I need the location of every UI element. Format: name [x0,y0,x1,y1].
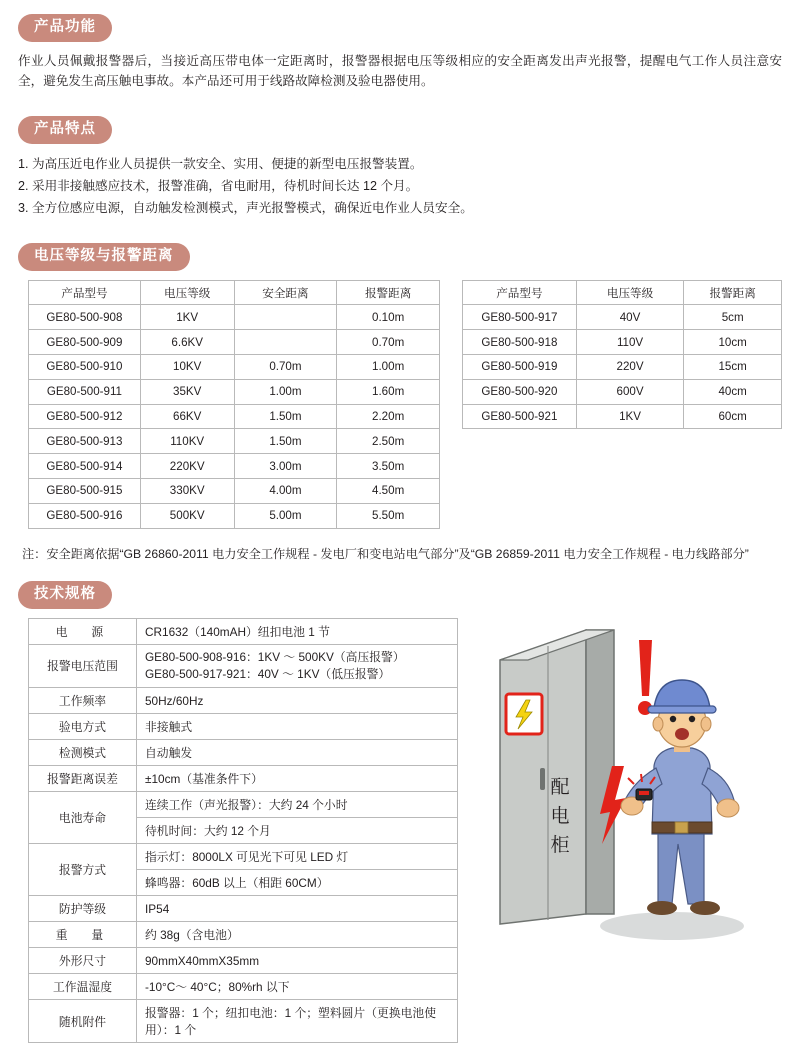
cell-safe-distance: 5.00m [234,503,337,528]
cell-safe-distance: 1.50m [234,429,337,454]
cell-voltage: 220V [576,355,684,380]
spec-key-frequency: 工作频率 [29,688,137,714]
cell-model: GE80-500-917 [463,305,577,330]
electrical-cabinet [500,630,614,924]
col-header-voltage: 电压等级 [576,280,684,305]
table-row [29,454,440,479]
point-item-1: 1. 为高压近电作业人员提供一款安全、实用、便捷的新型电压报警装置。 [18,156,423,171]
spec-key-detect-mode: 检测模式 [29,740,137,766]
cell-model: GE80-500-909 [29,330,141,355]
cell-voltage: 6.6KV [140,330,234,355]
spec-value-frequency: 50Hz/60Hz [137,688,458,714]
cell-alarm-distance: 0.70m [337,330,440,355]
table-row [463,330,782,355]
cell-model: GE80-500-920 [463,379,577,404]
cell-model: GE80-500-908 [29,305,141,330]
cell-alarm-distance: 60cm [684,404,782,429]
cell-safe-distance [234,330,337,355]
spec-key-temp-humidity: 工作温湿度 [29,974,137,1000]
cell-alarm-distance: 2.50m [337,429,440,454]
spec-key-voltage-range: 报警电压范围 [29,644,137,687]
cell-alarm-distance: 5.50m [337,503,440,528]
spec-table [28,618,458,1043]
cabinet-label-char-1: 配 [550,776,570,798]
safety-helmet [654,680,710,708]
cell-alarm-distance: 40cm [684,379,782,404]
table-row [29,503,440,528]
spec-area [28,618,784,1043]
spec-value-line-low: GE80-500-917-921：40V ～ 1KV（低压报警） [145,666,391,681]
table-row [29,404,440,429]
cell-alarm-distance: 2.20m [337,404,440,429]
section-title-features: 产品功能 [18,14,112,42]
cell-alarm-distance: 15cm [684,355,782,380]
cell-voltage: 600V [576,379,684,404]
spec-value-alarm-led: 指示灯：8000LX 可见光下可见 LED 灯 [137,844,458,870]
table-row [463,404,782,429]
spec-value-voltage-range [137,644,458,687]
spec-row [29,618,458,644]
table-row [463,305,782,330]
cell-safe-distance: 0.70m [234,355,337,380]
cabinet-label-char-3: 柜 [550,834,570,856]
spec-row [29,688,458,714]
alert-exclamation-icon [638,640,652,715]
table-row [29,429,440,454]
cell-alarm-distance: 5cm [684,305,782,330]
cell-alarm-distance: 0.10m [337,305,440,330]
spec-value-line-high: GE80-500-908-916：1KV ～ 500KV（高压报警） [145,649,405,664]
high-voltage-table [28,280,440,529]
spec-row [29,766,458,792]
spec-row [29,974,458,1000]
spec-key-alarm-method: 报警方式 [29,844,137,896]
cell-voltage: 220KV [140,454,234,479]
cell-safe-distance: 4.00m [234,479,337,504]
ground-shadow [600,912,744,940]
spec-key-protection: 防护等级 [29,896,137,922]
features-paragraph: 作业人员佩戴报警器后，当接近高压带电体一定距离时，报警器根据电压等级相应的安全距离发出声光报警，提醒电气工作人员注意安全，避免发生高压触电事故。本产品还可用于线路故障检测及验电器使用。 [18,53,782,89]
point-item-3: 3. 全方位感应电源，自动触发检测模式，声光报警模式，确保近电作业人员安全。 [18,200,473,215]
illustration-svg [476,618,776,948]
cell-voltage: 66KV [140,404,234,429]
col-header-voltage: 电压等级 [140,280,234,305]
spec-value-detect-mode: 自动触发 [137,740,458,766]
standards-note: 注：安全距离依据“GB 26860-2011 电力安全工作规程 - 发电厂和变电站电气部分”及“GB 26859-2011 电力安全工作规程 - 电力线路部分” [22,546,749,561]
points-heading-row [18,116,800,144]
spec-value-protection: IP54 [137,896,458,922]
table-row [463,379,782,404]
col-header-safe-distance: 安全距离 [234,280,337,305]
cell-voltage: 35KV [140,379,234,404]
section-voltage [0,243,800,563]
table-row [29,330,440,355]
cell-voltage: 110KV [140,429,234,454]
cell-model: GE80-500-914 [29,454,141,479]
spec-value-accessories: 报警器：1 个；纽扣电池：1 个；塑料圆片（更换电池使用）：1 个 [137,1000,458,1043]
col-header-model: 产品型号 [463,280,577,305]
cell-safe-distance: 3.00m [234,454,337,479]
col-header-model: 产品型号 [29,280,141,305]
spec-row [29,1000,458,1043]
table-row [29,305,440,330]
spec-row [29,714,458,740]
cell-model: GE80-500-918 [463,330,577,355]
cell-alarm-distance: 10cm [684,330,782,355]
cell-alarm-distance: 1.00m [337,355,440,380]
col-header-alarm-distance: 报警距离 [337,280,440,305]
spec-key-detect-method: 验电方式 [29,714,137,740]
cell-alarm-distance: 4.50m [337,479,440,504]
cell-model: GE80-500-911 [29,379,141,404]
low-voltage-table [462,280,782,430]
table-header-row [29,280,440,305]
spec-row [29,844,458,870]
cell-model: GE80-500-913 [29,429,141,454]
section-points [0,116,800,219]
table-row [29,355,440,380]
cell-safe-distance: 1.00m [234,379,337,404]
cell-voltage: 500KV [140,503,234,528]
spec-key-dimensions: 外形尺寸 [29,948,137,974]
cell-model: GE80-500-916 [29,503,141,528]
cell-model: GE80-500-921 [463,404,577,429]
table-row [463,355,782,380]
cell-alarm-distance: 1.60m [337,379,440,404]
cell-voltage: 110V [576,330,684,355]
spec-value-temp-humidity: -10°C～ 40°C；80%rh 以下 [137,974,458,1000]
cell-safe-distance: 1.50m [234,404,337,429]
spec-row [29,792,458,818]
high-voltage-warning-label [506,694,542,734]
spec-value-weight: 约 38g（含电池） [137,922,458,948]
voltage-tables [28,280,784,529]
section-title-voltage: 电压等级与报警距离 [18,243,190,271]
cabinet-label-char-2: 电 [550,805,570,827]
spec-row [29,740,458,766]
cell-voltage: 10KV [140,355,234,380]
cell-voltage: 1KV [576,404,684,429]
cell-voltage: 330KV [140,479,234,504]
illustration-worker-and-cabinet [476,618,776,948]
cell-safe-distance [234,305,337,330]
table-row [29,379,440,404]
table-header-row [463,280,782,305]
spec-row [29,644,458,687]
spec-key-weight: 重 量 [29,922,137,948]
spec-heading-row [18,581,800,609]
spec-value-dimensions: 90mmX40mmX35mm [137,948,458,974]
features-heading-row [18,14,800,42]
spec-value-power: CR1632（140mAH）纽扣电池 1 节 [137,618,458,644]
voltage-heading-row [18,243,800,271]
spec-value-battery-standby: 待机时间：大约 12 个月 [137,818,458,844]
section-title-points: 产品特点 [18,116,112,144]
worker-figure [621,680,739,915]
spec-key-distance-error: 报警距离误差 [29,766,137,792]
cell-model: GE80-500-919 [463,355,577,380]
col-header-alarm-distance: 报警距离 [684,280,782,305]
points-list [18,153,782,219]
section-spec [0,581,800,1043]
table-row [29,479,440,504]
cell-model: GE80-500-915 [29,479,141,504]
spec-key-battery-life: 电池寿命 [29,792,137,844]
spec-value-battery-continuous: 连续工作（声光报警）：大约 24 个小时 [137,792,458,818]
cell-model: GE80-500-912 [29,404,141,429]
cell-alarm-distance: 3.50m [337,454,440,479]
cell-voltage: 40V [576,305,684,330]
cell-voltage: 1KV [140,305,234,330]
spec-value-alarm-buzzer: 蜂鸣器：60dB 以上（相距 60CM） [137,870,458,896]
spec-row [29,948,458,974]
spec-row [29,922,458,948]
spec-value-detect-method: 非接触式 [137,714,458,740]
spec-value-distance-error: ±10cm（基准条件下） [137,766,458,792]
cell-model: GE80-500-910 [29,355,141,380]
spec-key-power: 电 源 [29,618,137,644]
point-item-2: 2. 采用非接触感应技术，报警准确，省电耐用，待机时间长达 12 个月。 [18,178,419,193]
section-title-spec: 技术规格 [18,581,112,609]
section-features [0,0,800,92]
spec-key-accessories: 随机附件 [29,1000,137,1043]
